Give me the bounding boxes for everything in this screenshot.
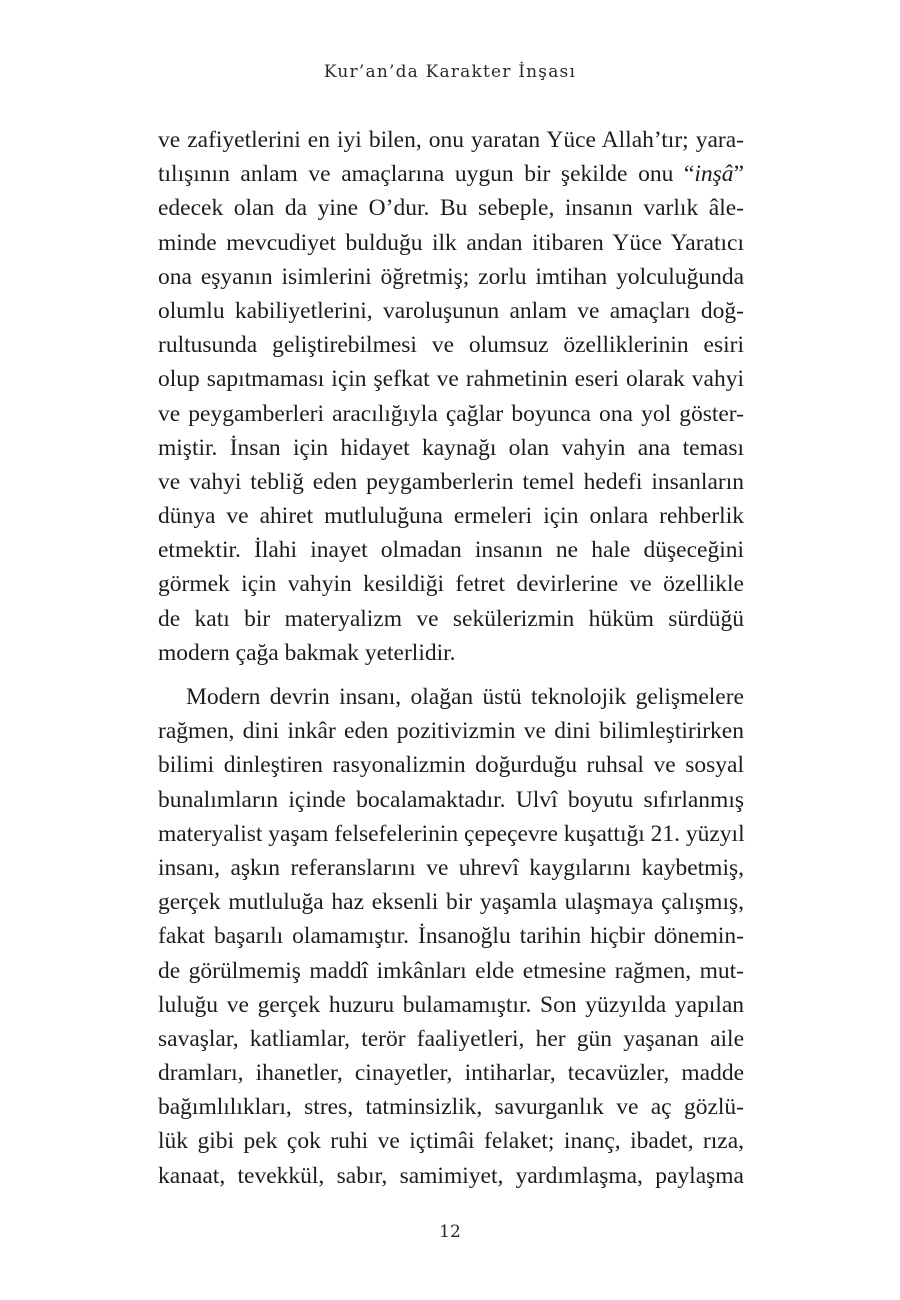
text-line: de katı bir materyalizm ve sekülerizmin hüküm sürdüğü: [158, 605, 744, 632]
text-line: Modern devrin insanı, olağan üstü teknolojik gelişmelere: [186, 684, 744, 710]
text-line: miştir. İnsan için hidayet kaynağı olan vahyin ana teması: [158, 434, 744, 461]
text-line: rağmen, dini inkâr eden pozitivizmin ve dini bilimleştirirken: [158, 718, 744, 745]
text-line: ve peygamberleri aracılığıyla çağlar boyunca ona yol göster-: [158, 400, 744, 427]
text-line: bunalımların içinde bocalamaktadır. Ulvî boyutu sıfırlanmış: [158, 786, 744, 813]
text-line: dramları, ihanetler, cinayetler, intiharlar, tecavüzler, madde: [158, 1060, 744, 1087]
text-line: tılışının anlam ve amaçlarına uygun bir şekilde onu “inşâ”: [158, 161, 744, 188]
text-line: savaşlar, katliamlar, terör faaliyetleri, her gün yaşanan aile: [158, 1025, 744, 1052]
text-line: görmek için vahyin kesildiği fetret devirlerine ve özellikle: [158, 571, 744, 598]
paragraph-gap: [158, 670, 744, 680]
text-line: insanı, aşkın referanslarını ve uhrevî kaygılarını kaybetmiş,: [158, 854, 744, 881]
text-line: olumlu kabiliyetlerini, varoluşunun anlam ve amaçları doğ-: [158, 297, 744, 324]
paragraph-1: [158, 123, 744, 670]
text-line: ve vahyi tebliğ eden peygamberlerin temel hedefi insanların: [158, 468, 744, 495]
text-line: edecek olan da yine O’dur. Bu sebeple, insanın varlık âle-: [158, 195, 744, 222]
text-line: dünya ve ahiret mutluluğuna ermeleri için onlara rehberlik: [158, 503, 744, 530]
text-line: rultusunda geliştirebilmesi ve olumsuz özelliklerinin esiri: [158, 332, 744, 359]
text-line: materyalist yaşam felsefelerinin çepeçevre kuşattığı 21. yüzyıl: [158, 820, 745, 847]
text-line: minde mevcudiyet bulduğu ilk andan itibaren Yüce Yaratıcı: [158, 229, 744, 256]
text-line: lük gibi pek çok ruhi ve içtimâi felaket; inanç, ibadet, rıza,: [158, 1128, 744, 1155]
text-line: bağımlılıkları, stres, tatminsizlik, savurganlık ve aç gözlü-: [158, 1094, 744, 1121]
text-line: kanaat, tevekkül, sabır, samimiyet, yardımlaşma, paylaşma: [158, 1162, 744, 1189]
emphasized-term: inşâ: [694, 161, 734, 188]
text-line: gerçek mutluluğa haz eksenli bir yaşamla ulaşmaya çalışmış,: [158, 889, 744, 916]
text-line: modern çağa bakmak yeterlidir.: [158, 639, 456, 666]
text-line: olup sapıtmaması için şefkat ve rahmetinin eseri olarak vahyi: [158, 366, 744, 393]
paragraph-2: [158, 680, 744, 1193]
text-line: luluğu ve gerçek huzuru bulamamıştır. Son yüzyılda yapılan: [158, 991, 744, 1018]
page-number: 12: [439, 1222, 461, 1242]
body-text: [158, 123, 744, 1193]
running-head-title: Kur’an’da Karakter İnşası: [323, 62, 577, 82]
text-line: ona eşyanın isimlerini öğretmiş; zorlu imtihan yolculuğunda: [158, 263, 744, 290]
text-line: fakat başarılı olamamıştır. İnsanoğlu tarihin hiçbir dönemin-: [158, 923, 744, 950]
text-line: bilimi dinleştiren rasyonalizmin doğurduğu ruhsal ve sosyal: [158, 752, 744, 779]
text-line: ve zafiyetlerini en iyi bilen, onu yaratan Yüce Allah’tır; yara-: [158, 127, 744, 153]
text-line: etmektir. İlahi inayet olmadan insanın ne hale düşeceğini: [158, 537, 744, 564]
text-line: de görülmemiş maddî imkânları elde etmesine rağmen, mut-: [158, 957, 744, 984]
